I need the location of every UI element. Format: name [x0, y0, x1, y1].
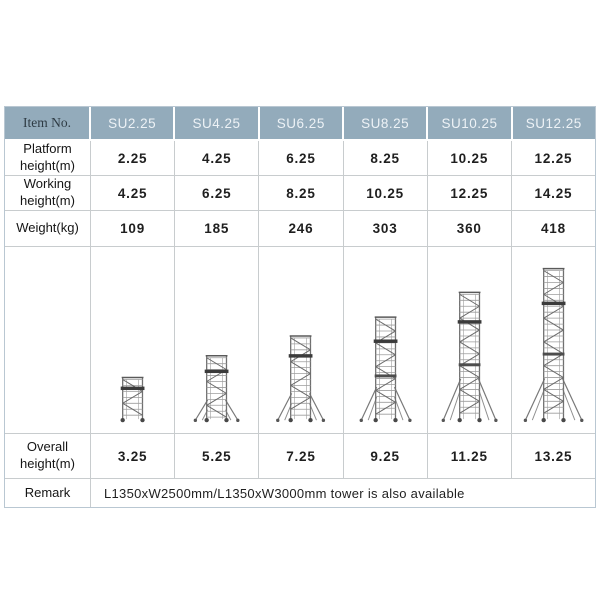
platform-height-value: 10.25	[428, 141, 512, 175]
tower-cell	[91, 247, 175, 433]
platform-height-value: 2.25	[91, 141, 175, 175]
tower-illustration	[175, 247, 258, 433]
overall-height-value: 13.25	[534, 448, 573, 464]
row-working-height	[5, 176, 595, 211]
working-height-value: 10.25	[344, 176, 428, 210]
header-col-su2-25: SU2.25	[91, 107, 175, 139]
platform-height-value: 6.25	[259, 141, 343, 175]
working-height-value: 12.25	[428, 176, 512, 210]
working-height-value: 4.25	[91, 176, 175, 210]
platform-height-label: Platform height(m)	[5, 141, 91, 175]
weight-value: 246	[259, 211, 343, 246]
tower-illustration	[259, 247, 342, 433]
header-col-su8-25: SU8.25	[344, 107, 428, 139]
overall-height-label: Overall height(m)	[5, 434, 91, 478]
tower-cell	[428, 247, 512, 433]
tower-cell	[175, 247, 259, 433]
platform-height-value: 12.25	[534, 150, 573, 166]
working-height-value: 8.25	[259, 176, 343, 210]
working-height-value: 6.25	[175, 176, 259, 210]
tower-illustration	[91, 247, 174, 433]
header-item-no	[5, 107, 91, 139]
image-row-label-spacer	[5, 247, 91, 433]
row-weight	[5, 211, 595, 247]
platform-height-value: 4.25	[175, 141, 259, 175]
working-height-value: 14.25	[534, 185, 573, 201]
remark-text: L1350xW2500mm/L1350xW3000mm tower is also available	[104, 485, 465, 501]
weight-value: 418	[540, 221, 566, 236]
overall-height-value: 3.25	[91, 434, 175, 478]
weight-value: 109	[91, 211, 175, 246]
header-col-su6-25: SU6.25	[260, 107, 344, 139]
header-col-su4-25: SU4.25	[175, 107, 259, 139]
tower-illustration	[512, 247, 595, 433]
item-no-label: Item No.	[23, 115, 71, 130]
spec-table	[4, 106, 596, 508]
row-tower-images	[5, 247, 595, 434]
weight-value: 185	[175, 211, 259, 246]
row-platform-height	[5, 141, 595, 176]
remark-label: Remark	[5, 479, 91, 507]
tower-cell	[259, 247, 343, 433]
row-remark	[5, 479, 595, 507]
overall-height-value: 5.25	[175, 434, 259, 478]
table-header-row	[5, 107, 595, 141]
weight-value: 360	[428, 211, 512, 246]
weight-value: 303	[344, 211, 428, 246]
tower-illustration	[428, 247, 511, 433]
overall-height-value: 11.25	[428, 434, 512, 478]
tower-cell	[344, 247, 428, 433]
row-overall-height	[5, 434, 595, 479]
working-height-label: Working height(m)	[5, 176, 91, 210]
overall-height-value: 9.25	[344, 434, 428, 478]
tower-illustration	[344, 247, 427, 433]
overall-height-value: 7.25	[259, 434, 343, 478]
header-col-su10-25: SU10.25	[428, 107, 512, 139]
platform-height-value: 8.25	[344, 141, 428, 175]
header-col-su12-25: SU12.25	[525, 115, 582, 131]
weight-label: Weight(kg)	[5, 211, 91, 246]
tower-cell	[512, 247, 595, 433]
